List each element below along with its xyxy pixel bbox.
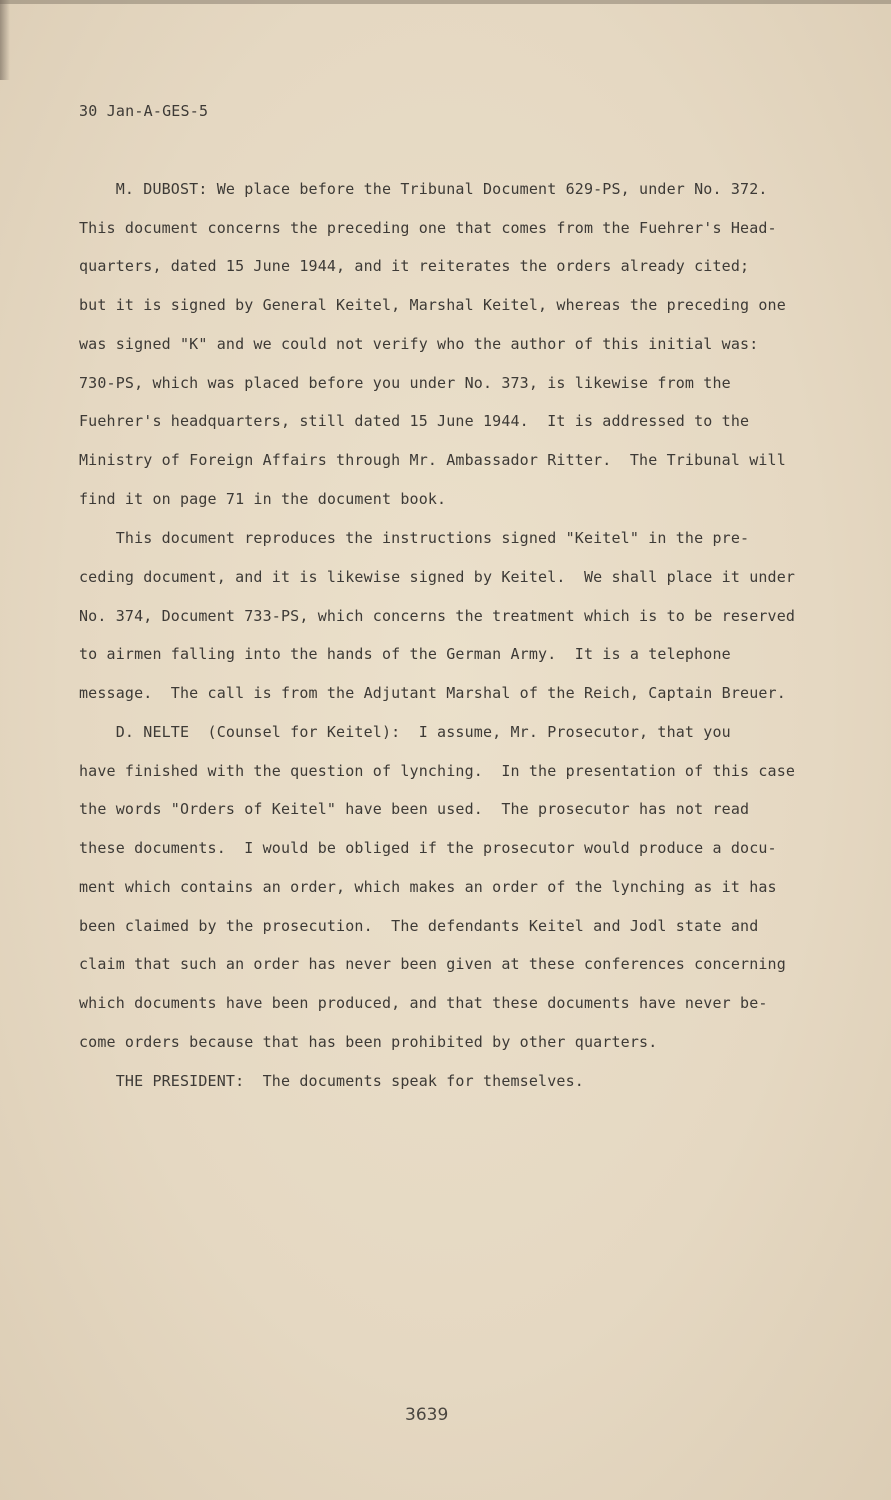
text-line: but it is signed by General Keitel, Marshal Keitel, whereas the preceding one — [79, 296, 786, 314]
text-line: This document reproduces the instructions signed "Keitel" in the pre- — [79, 529, 750, 547]
text-line: D. NELTE (Counsel for Keitel): I assume, Mr. Prosecutor, that you — [79, 723, 731, 741]
text-line: ment which contains an order, which makes an order of the lynching as it has — [79, 878, 777, 896]
text-line: message. The call is from the Adjutant Marshal of the Reich, Captain Breuer. — [79, 684, 786, 702]
text-line: claim that such an order has never been given at these conferences concerning — [79, 955, 786, 973]
text-line: quarters, dated 15 June 1944, and it reiterates the orders already cited; — [79, 257, 750, 275]
page-left-edge — [0, 0, 10, 80]
text-line: the words "Orders of Keitel" have been used. The prosecutor has not read — [79, 800, 750, 818]
text-line: to airmen falling into the hands of the German Army. It is a telephone — [79, 645, 731, 663]
text-line: M. DUBOST: We place before the Tribunal Document 629-PS, under No. 372. — [79, 180, 768, 198]
text-line: This document concerns the preceding one that comes from the Fuehrer's Head- — [79, 219, 777, 237]
text-line: Fuehrer's headquarters, still dated 15 June 1944. It is addressed to the — [79, 412, 750, 430]
text-line: come orders because that has been prohibited by other quarters. — [79, 1033, 658, 1051]
text-line: Ministry of Foreign Affairs through Mr. Ambassador Ritter. The Tribunal will — [79, 451, 786, 469]
text-line: have finished with the question of lynching. In the presentation of this case — [79, 762, 796, 780]
text-line: was signed "K" and we could not verify who the author of this initial was: — [79, 335, 759, 353]
text-line: these documents. I would be obliged if the prosecutor would produce a docu- — [79, 839, 777, 857]
text-line: ceding document, and it is likewise signed by Keitel. We shall place it under — [79, 568, 796, 586]
text-line: which documents have been produced, and that these documents have never be- — [79, 994, 768, 1012]
text-line: THE PRESIDENT: The documents speak for themselves. — [79, 1072, 584, 1090]
text-line: No. 374, Document 733-PS, which concerns the treatment which is to be reserved — [79, 607, 796, 625]
page-top-edge — [0, 0, 891, 4]
page-number: 3639 — [405, 1405, 449, 1425]
text-line: 730-PS, which was placed before you under No. 373, is likewise from the — [79, 374, 731, 392]
document-reference: 30 Jan-A-GES-5 — [79, 102, 209, 120]
text-line: find it on page 71 in the document book. — [79, 490, 447, 508]
text-line: been claimed by the prosecution. The defendants Keitel and Jodl state and — [79, 917, 759, 935]
